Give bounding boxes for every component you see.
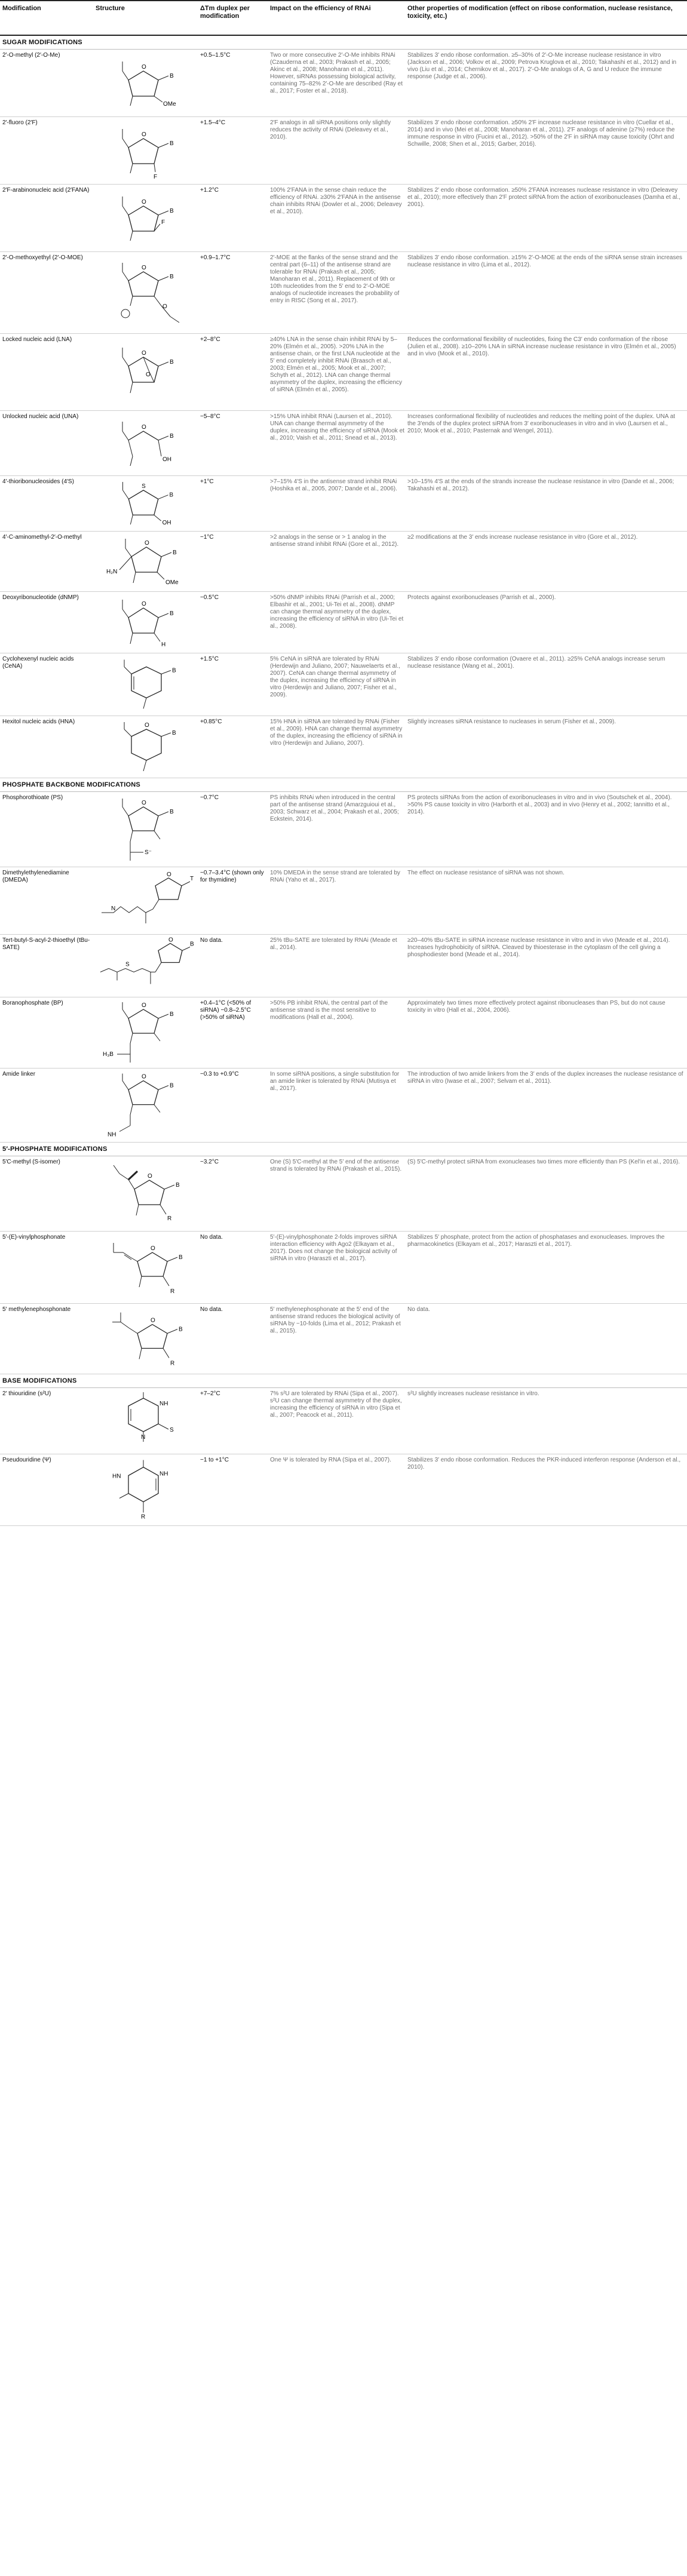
atom-label: F bbox=[161, 219, 165, 226]
table-row bbox=[0, 1069, 687, 1143]
cell-impact: One (S) 5′C-methyl at the 5′ end of the antisense strand is tolerated by RNAi (Prakash et al., 2015). bbox=[270, 1159, 402, 1172]
structure-diagram bbox=[96, 119, 197, 182]
cell-delta-tm: No data. bbox=[200, 937, 223, 944]
cell-delta-tm: +0.4–1°C (<50% of siRNA) −0.8–2.5°C (>50% of siRNA) bbox=[200, 1000, 252, 1021]
atom-label: S⁻ bbox=[145, 849, 152, 856]
structure-diagram bbox=[96, 1159, 197, 1229]
cell-modification: Dimethylethylenediamine (DMEDA) bbox=[2, 870, 69, 883]
atom-label: O bbox=[167, 871, 171, 878]
atom-label: B bbox=[172, 667, 176, 674]
cell-delta-tm: −3.2°C bbox=[200, 1159, 219, 1165]
cell-impact: 5′ methylenephosphonate at the 5′ end of the antisense strand reduces the biological activity of siRNA by ~10-folds (Lima et al., 2012; Prakash et al., 2015). bbox=[270, 1306, 401, 1334]
cell-impact: ≥40% LNA in the sense chain inhibit RNAi by 5–20% (Elmén et al., 2005). >20% LNA in the antisense chain, or the first LNA nucleotide at the 5′ end completely inhibit RNAi (Braasch et al., 2003; Elmén et al., 2005; Mook et al., 2007; Schyth et al., 2012). LNA can change thermal asymmetry of the duplex, increasing the efficiency of siRNA (Elmén et al., 2005). bbox=[270, 336, 403, 393]
cell-delta-tm: +7–2°C bbox=[200, 1390, 220, 1397]
header-modification: Modification bbox=[2, 5, 41, 12]
cell-delta-tm: −0.5°C bbox=[200, 594, 219, 601]
table-row bbox=[0, 592, 687, 653]
cell-other: Stabilizes 3′ endo ribose conformation. ≥5–30% of 2′-O-Me increase nuclease resistance in vitro (Jackson et al., 2006; Volkov et al., 2009; Petrova Kruglova et al., 2010; Takahashi et al., 2012) and in vivo (Liu et al., 2014; Chernikov et al., 2017). 2′-O-Me analogs of A, G and U reduce the immune response (Judge et al., 2006). bbox=[407, 52, 677, 80]
atom-label: O bbox=[145, 540, 149, 546]
cell-other: Approximately two times more effectively protect against ribonucleases than PS, but do not cause toxicity in vitro (Hall et al., 2004, 2006). bbox=[407, 1000, 665, 1014]
cell-structure bbox=[96, 336, 197, 408]
table-row bbox=[0, 117, 687, 185]
cell-modification: Cyclohexenyl nucleic acids (CeNA) bbox=[2, 656, 74, 670]
cell-impact: 2′F analogs in all siRNA positions only slightly reduces the activity of RNAi (Deleavey et al., 2010). bbox=[270, 119, 391, 140]
atom-label: O bbox=[142, 131, 146, 138]
atom-label: S bbox=[125, 961, 130, 968]
cell-impact: >50% dNMP inhibits RNAi (Parrish et al., 2000; Elbashir et al., 2001; Ui-Tei et al., 2008). dNMP can change thermal asymmetry of the duplex, increasing the efficiency of siRNA in vitro (Ui-Tei et al., 2008). bbox=[270, 594, 404, 630]
cell-impact: >2 analogs in the sense or > 1 analog in the antisense strand inhibit RNAi (Gore et al., 2012). bbox=[270, 534, 399, 548]
table-row bbox=[0, 1454, 687, 1526]
cell-delta-tm: +1.2°C bbox=[200, 187, 219, 194]
atom-label: B bbox=[176, 1182, 180, 1189]
atom-label: B bbox=[169, 492, 174, 499]
cell-impact: PS inhibits RNAi when introduced in the central part of the antisense strand (Amarzguioui et al., 2003; Schwarz et al., 2004; Prakash et al., 2005; Eckstein, 2014). bbox=[270, 794, 399, 822]
structure-diagram bbox=[96, 1390, 197, 1451]
structure-diagram bbox=[96, 1234, 197, 1301]
atom-label: R bbox=[170, 1360, 175, 1367]
structure-diagram bbox=[96, 719, 197, 775]
atom-label: B bbox=[170, 73, 174, 79]
atom-label: B bbox=[170, 359, 174, 366]
cell-modification: Unlocked nucleic acid (UNA) bbox=[2, 413, 79, 420]
atom-label: OMe bbox=[165, 579, 179, 586]
atom-label: R bbox=[167, 1215, 172, 1222]
atom-label: NH bbox=[108, 1131, 116, 1138]
atom-label: OMe bbox=[163, 101, 176, 108]
header-structure: Structure bbox=[96, 5, 125, 12]
section-base bbox=[0, 1374, 687, 1388]
atom-label: O bbox=[151, 1245, 155, 1252]
structure-diagram bbox=[96, 52, 197, 114]
cell-impact: 25% tBu-SATE are tolerated by RNAi (Meade et al., 2014). bbox=[270, 937, 397, 951]
header-impact: Impact on the efficiency of RNAi bbox=[270, 5, 371, 12]
structure-diagram bbox=[96, 478, 197, 529]
atom-label: OH bbox=[162, 520, 171, 527]
cell-structure bbox=[96, 937, 197, 994]
structure-diagram bbox=[96, 254, 197, 331]
table-row bbox=[0, 1388, 687, 1454]
cell-structure bbox=[96, 1306, 197, 1371]
cell-structure bbox=[96, 870, 197, 932]
cell-delta-tm: No data. bbox=[200, 1234, 223, 1241]
atom-label: B bbox=[179, 1254, 183, 1261]
atom-label: N bbox=[141, 1434, 146, 1441]
structure-diagram bbox=[96, 534, 197, 589]
cell-structure bbox=[96, 1159, 197, 1229]
table-row bbox=[0, 50, 687, 117]
cell-other: Reduces the conformational flexibility of nucleotides, fixing the C3′ endo conformation of the ribose (Julien et al., 2008). ≥10–20% LNA in siRNA increase nuclease resistance in vitro (Elmén et al., 2005) and in vivo (Mook et al., 2010). bbox=[407, 336, 676, 357]
cell-structure bbox=[96, 119, 197, 182]
cell-other: PS protects siRNAs from the action of exoribonucleases in vitro and in vivo (Soutschek et al., 2004). >50% PS cause toxicity in vitro (Harborth et al., 2003) and in vivo (Henry et al., 2002; Iannitto et al., 2014). bbox=[407, 794, 672, 815]
atom-label: H₃B bbox=[103, 1051, 114, 1058]
cell-delta-tm: +2–8°C bbox=[200, 336, 220, 343]
cell-modification: 5′ methylenephosphonate bbox=[2, 1306, 71, 1313]
cell-impact: 7% s²U are tolerated by RNAi (Sipa et al., 2007). s²U can change thermal asymmetry of the duplex, increasing the efficiency of siRNA in vitro (Sipa et al., 2007; Peacock et al., 2011). bbox=[270, 1390, 402, 1419]
cell-delta-tm: −0.7°C bbox=[200, 794, 219, 801]
cell-other: Stabilizes 3′ endo ribose conformation. ≥50% 2′F increase nuclease resistance in vitro (Cuellar et al., 2014) and in vivo (Mei et al., 2008; Manoharan et al., 2011). 2′F analogs of adenine (≥7%) reduce the immune response in vitro (Fucini et al., 2012). >50% of the 2′F in siRNA may cause toxicity (Ohrt and Schwille, 2008; Shen et al., 2015; Garber, 2016). bbox=[407, 119, 675, 148]
atom-label: B bbox=[170, 809, 174, 815]
table-row bbox=[0, 334, 687, 411]
cell-other: Protects against exoribonucleases (Parrish et al., 2000). bbox=[407, 594, 556, 601]
cell-other: The effect on nuclease resistance of siRNA was not shown. bbox=[407, 870, 565, 876]
table-row bbox=[0, 935, 687, 997]
atom-label: B bbox=[170, 140, 174, 147]
cell-structure bbox=[96, 1071, 197, 1140]
cell-other: Stabilizes 3′ endo ribose conformation. ≥15% 2′-O-MOE at the ends of the siRNA sense strain increases nuclease resistance in vitro (Lima et al., 2012). bbox=[407, 254, 683, 268]
structure-diagram bbox=[96, 187, 197, 249]
cell-structure bbox=[96, 594, 197, 650]
section-title: PHOSPHATE BACKBONE MODIFICATIONS bbox=[2, 781, 140, 788]
cell-other: No data. bbox=[407, 1306, 430, 1313]
cell-other: Slightly increases siRNA resistance to nucleases in serum (Fisher et al., 2009). bbox=[407, 719, 617, 725]
table-row bbox=[0, 532, 687, 592]
structure-diagram bbox=[96, 336, 197, 408]
table-row bbox=[0, 792, 687, 867]
table-row bbox=[0, 252, 687, 334]
cell-impact: One Ψ is tolerated by RNA (Sipa et al., 2007). bbox=[270, 1457, 391, 1463]
table-row bbox=[0, 411, 687, 476]
cell-other: >10–15% 4′S at the ends of the strands increase the nuclease resistance in vitro (Dande et al., 2006; Takahashi et al., 2012). bbox=[407, 478, 674, 492]
table-row bbox=[0, 476, 687, 532]
cell-delta-tm: +1.5–4°C bbox=[200, 119, 226, 126]
cell-structure bbox=[96, 1234, 197, 1301]
atom-label: B bbox=[170, 433, 174, 440]
atom-label: O bbox=[142, 350, 146, 357]
atom-label: O bbox=[142, 1002, 146, 1009]
table-row bbox=[0, 1304, 687, 1374]
table-row bbox=[0, 1232, 687, 1304]
cell-modification: Deoxyribonucleotide (dNMP) bbox=[2, 594, 79, 601]
cell-other: (S) 5′C-methyl protect siRNA from exonucleases two times more efficiently than PS (Kel'in et al., 2016). bbox=[407, 1159, 680, 1165]
cell-structure bbox=[96, 187, 197, 249]
cell-modification: 2′-fluoro (2′F) bbox=[2, 119, 38, 126]
section-title: 5′-PHOSPHATE MODIFICATIONS bbox=[2, 1146, 108, 1153]
cell-impact: Two or more consecutive 2′-O-Me inhibits RNAi (Czauderna et al., 2003; Prakash et al., 2005; Akinc et al., 2008; Manoharan et al., 2011). However, siRNAs possessing biological activity, containing 75–82% 2′-O-Me are described (Ray et al., 2017; Foster et al., 2018). bbox=[270, 52, 403, 94]
cell-impact: 2′-MOE at the flanks of the sense strand and the central part (6–11) of the antisense strand are tolerable for RNAi (Prakash et al., 2005; Manoharan et al., 2011). Replacement of 9th or 10th nucleotides from the 5′ end to 2′-O-MOE analogs of nucleotide increases the probability of entry in RISC (Song et al., 2017). bbox=[270, 254, 400, 304]
cell-impact: 100% 2′FANA in the sense chain reduce the efficiency of RNAi. ≥30% 2′FANA in the antisense chain inhibits RNAi (Dowler et al., 2006; Deleavey et al., 2010). bbox=[270, 187, 402, 215]
atom-label: B bbox=[170, 1011, 174, 1018]
cell-delta-tm: −1 to +1°C bbox=[200, 1457, 229, 1463]
atom-label: O bbox=[168, 937, 173, 944]
cell-modification: Locked nucleic acid (LNA) bbox=[2, 336, 72, 343]
cell-other: ≥20–40% tBu-SATE in siRNA increase nuclease resistance in vitro and in vivo (Meade et al., 2014). Increases hydrophobicity of siRNA. Cleaved by thioesterase in the cytoplasm of the cell giving a phosphodiester bond (Meade et al., 2014). bbox=[407, 937, 670, 958]
atom-label: OH bbox=[162, 456, 171, 463]
cell-delta-tm: +0.85°C bbox=[200, 719, 222, 725]
atom-label: O bbox=[142, 64, 146, 70]
structure-diagram bbox=[96, 413, 197, 473]
atom-label: HN bbox=[112, 1473, 121, 1480]
atom-label: O bbox=[145, 722, 149, 729]
cell-impact: 15% HNA in siRNA are tolerated by RNAi (Fisher et al., 2009). HNA can change thermal asymmetry of the duplex, increasing the efficiency of siRNA in vitro (Herdewijn and Juliano, 2007). bbox=[270, 719, 403, 747]
cell-structure bbox=[96, 478, 197, 529]
cell-delta-tm: No data. bbox=[200, 1306, 223, 1313]
cell-structure bbox=[96, 656, 197, 713]
cell-delta-tm: −0.7–3.4°C (shown only for thymidine) bbox=[200, 870, 264, 883]
cell-structure bbox=[96, 254, 197, 331]
cell-other: Stabilizes 5′ phosphate, protect from the action of phosphatases and exonucleases. Improves the pharmacokinetics (Elkayam et al., 2017; Haraszti et al., 2017). bbox=[407, 1234, 665, 1248]
atom-label: T bbox=[190, 876, 194, 882]
cell-delta-tm: +1.5°C bbox=[200, 656, 219, 662]
cell-modification: 5′C-methyl (S-isomer) bbox=[2, 1159, 60, 1165]
atom-label: O bbox=[142, 424, 146, 431]
atom-label: O bbox=[142, 800, 146, 806]
structure-diagram bbox=[96, 594, 197, 650]
cell-impact: 10% DMEDA in the sense strand are tolerated by RNAi (Yaho et al., 2017). bbox=[270, 870, 400, 883]
atom-label: S bbox=[142, 483, 146, 490]
cell-other: Stabilizes 3′ endo ribose conformation (Ovaere et al., 2011). ≥25% CeNA analogs increase serum nuclease resistance (Wang et al., 2001). bbox=[407, 656, 665, 670]
atom-label: B bbox=[170, 274, 174, 280]
structure-diagram bbox=[96, 1306, 197, 1371]
atom-label: O bbox=[142, 265, 146, 271]
cell-modification: 4′-thioribonucleosides (4′S) bbox=[2, 478, 74, 485]
section-sugar bbox=[0, 36, 687, 50]
atom-label: H₂N bbox=[106, 569, 118, 575]
atom-label: N bbox=[111, 905, 116, 912]
cell-modification: Amide linker bbox=[2, 1071, 36, 1077]
section-title: BASE MODIFICATIONS bbox=[2, 1377, 77, 1384]
structure-diagram bbox=[96, 1071, 197, 1140]
cell-impact: >50% PB inhibit RNAi, the central part of the antisense strand is the most sensitive to modifications (Hall et al., 2004). bbox=[270, 1000, 388, 1021]
atom-label: B bbox=[170, 208, 174, 214]
atom-label: F bbox=[154, 174, 158, 180]
cell-modification: Tert-butyl-S-acyl-2-thioethyl (tBu-SATE) bbox=[2, 937, 90, 951]
cell-structure bbox=[96, 1457, 197, 1523]
cell-modification: 2′F-arabinonucleic acid (2′FANA) bbox=[2, 187, 90, 194]
atom-label: B bbox=[170, 1082, 174, 1089]
structure-diagram bbox=[96, 870, 197, 932]
header-other: Other properties of modification (effect on ribose conformation, nuclease resistance, toxicity, etc.) bbox=[407, 5, 673, 20]
cell-structure bbox=[96, 413, 197, 473]
atom-label: O bbox=[151, 1317, 155, 1324]
table-row bbox=[0, 867, 687, 935]
atom-label: O bbox=[162, 303, 167, 310]
section-title: SUGAR MODIFICATIONS bbox=[2, 39, 82, 46]
section-5prime-phosphate bbox=[0, 1143, 687, 1156]
header-delta-tm: ΔTm duplex per modification bbox=[200, 5, 250, 20]
atom-label: O bbox=[146, 371, 151, 378]
cell-impact: >7–15% 4′S in the antisense strand inhibit RNAi (Hoshika et al., 2005, 2007; Dande et al., 2006). bbox=[270, 478, 397, 492]
atom-label: NH bbox=[160, 1401, 168, 1407]
atom-label: NH bbox=[160, 1470, 168, 1478]
cell-modification: 2′-O-methoxyethyl (2′-O-MOE) bbox=[2, 254, 83, 261]
cell-other: Stabilizes 2′ endo ribose conformation. ≥50% 2′FANA increases nuclease resistance in vitro (Deleavey et al., 2010); more effectively than 2′F protect siRNA from the action of exoribonucleases (Damha et al., 2001). bbox=[407, 187, 680, 208]
atom-label: B bbox=[173, 549, 177, 556]
cell-modification: Pseudouridine (Ψ) bbox=[2, 1457, 51, 1463]
cell-modification: 4′-C-aminomethyl-2′-O-methyl bbox=[2, 534, 82, 541]
cell-structure bbox=[96, 52, 197, 114]
cell-modification: Hexitol nucleic acids (HNA) bbox=[2, 719, 75, 725]
atom-label: B bbox=[179, 1326, 183, 1333]
atom-label: R bbox=[141, 1513, 146, 1521]
cell-impact: 5% CeNA in siRNA are tolerated by RNAi (Herdewijn and Juliano, 2007; Nauwelaerts et al., 2007). CeNA can change thermal asymmetry of the duplex, increasing the efficiency of siRNA in vitro (Herdewijn and Juliano, 2007; Fisher et al., 2009). bbox=[270, 656, 400, 698]
structure-diagram bbox=[96, 1457, 197, 1523]
atom-label: O bbox=[142, 1073, 146, 1080]
cell-modification: 2′-O-methyl (2′-O-Me) bbox=[2, 52, 60, 59]
atom-label: H bbox=[161, 641, 166, 648]
section-phosphate-backbone bbox=[0, 778, 687, 792]
cell-other: s²U slightly increases nuclease resistance in vitro. bbox=[407, 1390, 539, 1397]
cell-impact: In some siRNA positions, a single substitution for an amide linker is tolerated by RNAi (Mutisya et al., 2017). bbox=[270, 1071, 400, 1092]
table-row bbox=[0, 997, 687, 1069]
cell-impact: >15% UNA inhibit RNAi (Laursen et al., 2010). UNA can change thermal asymmetry of the duplex, increasing the efficiency of siRNA (Mook et al., 2010; Vaish et al., 2011; Snead et al., 2013). bbox=[270, 413, 404, 441]
structure-diagram bbox=[96, 656, 197, 713]
table-row bbox=[0, 716, 687, 778]
cell-modification: Boranophosphate (BP) bbox=[2, 1000, 63, 1006]
cell-modification: 5′-(E)-vinylphosphonate bbox=[2, 1234, 66, 1241]
structure-diagram bbox=[96, 937, 197, 994]
atom-label: O bbox=[142, 601, 146, 607]
table-row bbox=[0, 1156, 687, 1232]
atom-label: B bbox=[170, 610, 174, 617]
cell-structure bbox=[96, 794, 197, 864]
cell-other: The introduction of two amide linkers from the 3′ ends of the duplex increases the nuclease resistance of siRNA in vitro (Iwase et al., 2007; Selvam et al., 2011). bbox=[407, 1071, 683, 1085]
cell-structure bbox=[96, 1390, 197, 1451]
cell-modification: Phosphorothioate (PS) bbox=[2, 794, 63, 801]
cell-delta-tm: +1°C bbox=[200, 478, 214, 485]
cell-structure bbox=[96, 534, 197, 589]
cell-delta-tm: −1°C bbox=[200, 534, 214, 541]
atom-label: B bbox=[190, 941, 194, 948]
cell-other: Stabilizes 3′ endo ribose conformation. Reduces the PKR-induced interferon response (Anderson et al., 2010). bbox=[407, 1457, 681, 1470]
cell-delta-tm: −5–8°C bbox=[200, 413, 220, 420]
cell-structure bbox=[96, 1000, 197, 1066]
atom-label: O bbox=[148, 1173, 152, 1180]
atom-label: R bbox=[170, 1288, 175, 1295]
cell-delta-tm: +0.5–1.5°C bbox=[200, 52, 231, 59]
structure-diagram bbox=[96, 794, 197, 864]
table-header bbox=[0, 0, 687, 36]
table-row bbox=[0, 185, 687, 252]
cell-structure bbox=[96, 719, 197, 775]
cell-impact: 5′-(E)-vinylphosphonate 2-folds improves siRNA interaction efficiency with Ago2 (Elkayam et al., 2017). Does not change the biological activity of siRNA in vitro (Haraszti et al., 2017). bbox=[270, 1234, 397, 1262]
atom-label: O bbox=[142, 199, 146, 205]
cell-delta-tm: +0.9–1.7°C bbox=[200, 254, 231, 261]
atom-label: B bbox=[172, 730, 176, 736]
cell-other: Increases conformational flexibility of nucleotides and reduces the melting point of the duplex. UNA at the 3′ends of the duplex protect siRNA from 3′ exoribonucleases in vitro and in vivo (Laursen et al., 2010; Mook et al., 2010; Pasternak and Wengel, 2011). bbox=[407, 413, 676, 434]
structure-diagram bbox=[96, 1000, 197, 1066]
cell-other: ≥2 modifications at the 3′ ends increase nuclease resistance in vitro (Gore et al., 2012). bbox=[407, 534, 638, 541]
cell-modification: 2′ thiouridine (s²U) bbox=[2, 1390, 51, 1397]
cell-delta-tm: −0.3 to +0.9°C bbox=[200, 1071, 239, 1077]
atom-label: S bbox=[170, 1427, 174, 1433]
table-row bbox=[0, 653, 687, 716]
